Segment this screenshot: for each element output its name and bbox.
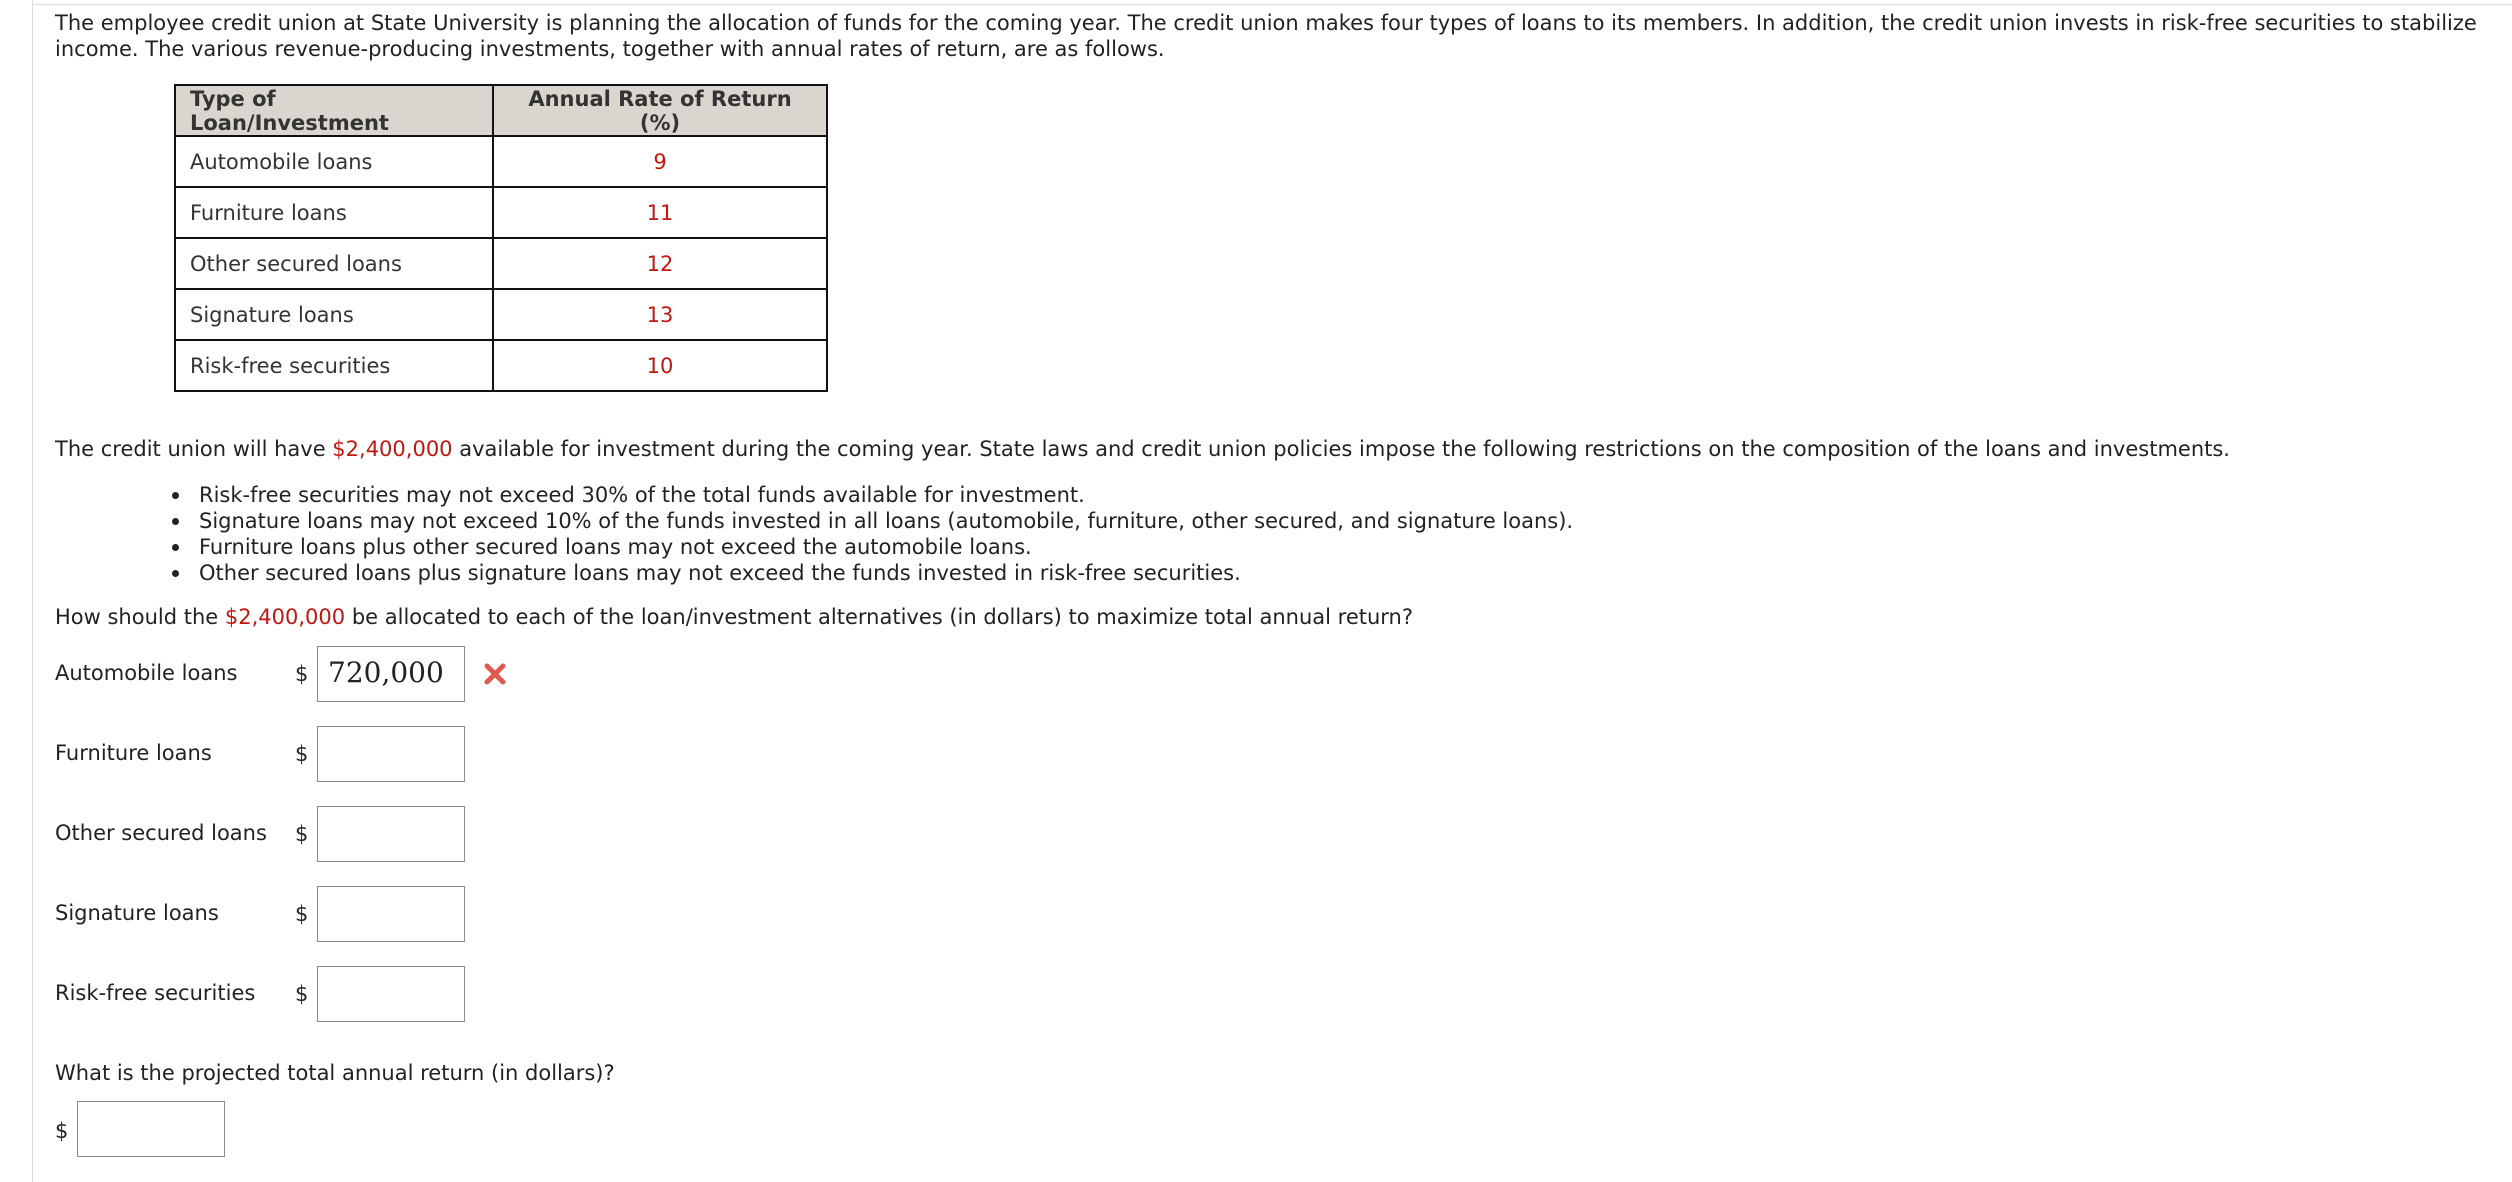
automobile-loans-input[interactable]: 720,000: [317, 646, 465, 702]
allocation-row-risk-free: [55, 966, 655, 1022]
table-cell-type: Furniture loans: [175, 187, 493, 238]
table-row: [175, 136, 827, 187]
intro-paragraph: The employee credit union at State University is planning the allocation of funds for the coming year. The credit union makes four types of loans to its members. In addition, the credit union invests in risk-free securities to stabilize income. The various revenue-producing investments, together with annual rates of return, are as follows.: [55, 11, 2477, 61]
risk-free-securities-label: Risk-free securities: [55, 981, 256, 1005]
table-cell-rate: 9: [493, 136, 827, 187]
question-text-after: be allocated to each of the loan/investment alternatives (in dollars) to maximize total annual return?: [345, 605, 1414, 629]
top-divider: [32, 4, 2512, 5]
currency-symbol: $: [55, 1119, 69, 1143]
other-secured-loans-input[interactable]: [317, 806, 465, 862]
table-row: [175, 289, 827, 340]
table-cell-rate: 10: [493, 340, 827, 391]
restriction-item: Signature loans may not exceed 10% of the funds invested in all loans (automobile, furniture, other secured, and signature loans).: [199, 509, 1574, 533]
currency-symbol: $: [295, 902, 309, 926]
problem-statement: [55, 10, 2495, 62]
signature-loans-input[interactable]: [317, 886, 465, 942]
restriction-item: Risk-free securities may not exceed 30% of the total funds available for investment.: [199, 482, 1573, 508]
total-return-question: What is the projected total annual return (in dollars)?: [55, 1061, 615, 1085]
table-row: [175, 187, 827, 238]
x-mark-icon: [480, 659, 510, 689]
currency-symbol: $: [295, 982, 309, 1006]
allocation-row-automobile: [55, 646, 655, 702]
table-header-row: [175, 85, 827, 136]
available-text-after: available for investment during the coming year. State laws and credit union policies impose the following restrictions on the composition of the loans and investments.: [452, 437, 2230, 461]
table-cell-type: Signature loans: [175, 289, 493, 340]
table-row: [175, 340, 827, 391]
furniture-loans-label: Furniture loans: [55, 741, 212, 765]
table-cell-type: Automobile loans: [175, 136, 493, 187]
rates-table: [174, 84, 828, 392]
table-cell-rate: 11: [493, 187, 827, 238]
restriction-item: Furniture loans plus other secured loans may not exceed the automobile loans.: [199, 534, 1573, 560]
other-secured-loans-label: Other secured loans: [55, 821, 267, 845]
table-header-rate: Annual Rate of Return (%): [493, 85, 827, 136]
allocation-question: [55, 604, 1413, 630]
allocation-row-signature: [55, 886, 655, 942]
risk-free-securities-input[interactable]: [317, 966, 465, 1022]
restriction-item: Other secured loans plus signature loans may not exceed the funds invested in risk-free securities.: [199, 560, 1573, 586]
available-funds-text: [55, 436, 2230, 462]
question-text-before: How should the: [55, 605, 225, 629]
table-cell-rate: 12: [493, 238, 827, 289]
currency-symbol: $: [295, 742, 309, 766]
total-return-row: [55, 1101, 355, 1157]
automobile-loans-label: Automobile loans: [55, 661, 238, 685]
table-cell-type: Risk-free securities: [175, 340, 493, 391]
currency-symbol: $: [295, 662, 309, 686]
question-amount: $2,400,000: [224, 605, 346, 629]
allocation-row-furniture: [55, 726, 655, 782]
furniture-loans-input[interactable]: [317, 726, 465, 782]
allocation-row-other-secured: [55, 806, 655, 862]
left-divider: [32, 0, 33, 1182]
table-row: [175, 238, 827, 289]
restrictions-list: [199, 482, 1573, 586]
table-cell-type: Other secured loans: [175, 238, 493, 289]
table-cell-rate: 13: [493, 289, 827, 340]
available-amount: $2,400,000: [332, 437, 453, 461]
table-header-type: Type of Loan/Investment: [175, 85, 493, 136]
signature-loans-label: Signature loans: [55, 901, 219, 925]
available-text-before: The credit union will have: [55, 437, 333, 461]
currency-symbol: $: [295, 822, 309, 846]
total-return-input[interactable]: [77, 1101, 225, 1157]
